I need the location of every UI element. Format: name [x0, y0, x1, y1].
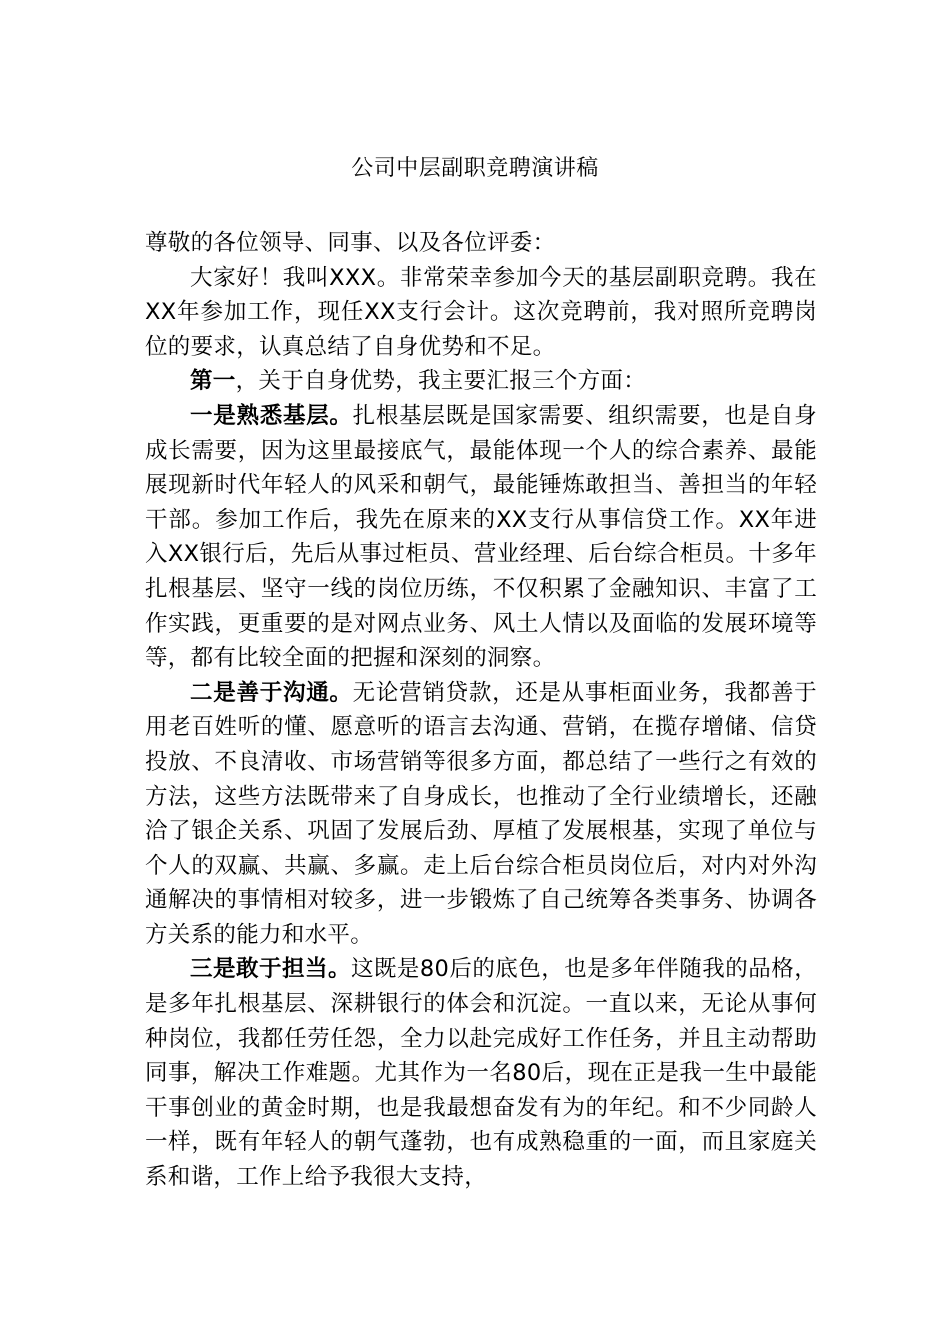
point-three-paragraph: [145, 952, 817, 1194]
point-three-text: 这既是80后的底色，也是多年伴随我的品格，是多年扎根基层、深耕银行的体会和沉淀。一直以来，无论从事何种岗位，我都任劳任怨，全力以赴完成好工作任务，并且主动帮助同事，解决工作难题。尤其作为一名80后，现在正是我一生中最能干事创业的黄金时期，也是我最想奋发有为的年纪。和不少同龄人一样，既有年轻人的朝气蓬勃，也有成熟稳重的一面，而且家庭关系和谐，工作上给予我很大支持，: [145, 956, 817, 1191]
point-two-heading: 二是善于沟通。: [190, 679, 353, 706]
section-one-paragraph: [145, 364, 817, 399]
point-three-heading: 三是敢于担当。: [190, 956, 351, 983]
point-one-paragraph: [145, 399, 817, 676]
section-one-text: ，关于自身优势，我主要汇报三个方面：: [235, 368, 647, 395]
point-two-text: 无论营销贷款，还是从事柜面业务，我都善于用老百姓听的懂、愿意听的语言去沟通、营销，在揽存增储、信贷投放、不良清收、市场营销等很多方面，都总结了一些行之有效的方法，这些方法既带来了自身成长，也推动了全行业绩增长，还融洽了银企关系、巩固了发展后劲、厚植了发展根基，实现了单位与个人的双赢、共赢、多赢。走上后台综合柜员岗位后，对内对外沟通解决的事情相对较多，进一步锻炼了自己统筹各类事务、协调各方关系的能力和水平。: [145, 679, 817, 948]
point-two-paragraph: [145, 676, 817, 953]
salutation-paragraph: 尊敬的各位领导、同事、以及各位评委：: [145, 230, 556, 256]
intro-paragraph: 大家好！我叫XXX。非常荣幸参加今天的基层副职竞聘。我在XX年参加工作，现任XX支行会计。这次竞聘前，我对照所竞聘岗位的要求，认真总结了自身优势和不足。: [145, 264, 817, 360]
point-one-heading: 一是熟悉基层。: [190, 402, 353, 429]
point-one-text: 扎根基层既是国家需要、组织需要，也是自身成长需要，因为这里最接底气，最能体现一个人的综合素养、最能展现新时代年轻人的风采和朝气，最能锤炼敢担当、善担当的年轻干部。参加工作后，我先在原来的XX支行从事信贷工作。XX年进入XX银行后，先后从事过柜员、营业经理、后台综合柜员。十多年扎根基层、坚守一线的岗位历练，不仅积累了金融知识、丰富了工作实践，更重要的是对网点业务、风土人情以及面临的发展环境等等，都有比较全面的把握和深刻的洞察。: [145, 402, 817, 672]
section-one-heading: 第一: [190, 368, 236, 395]
document-title: 公司中层副职竞聘演讲稿: [351, 156, 599, 181]
document-body: [145, 226, 817, 1195]
